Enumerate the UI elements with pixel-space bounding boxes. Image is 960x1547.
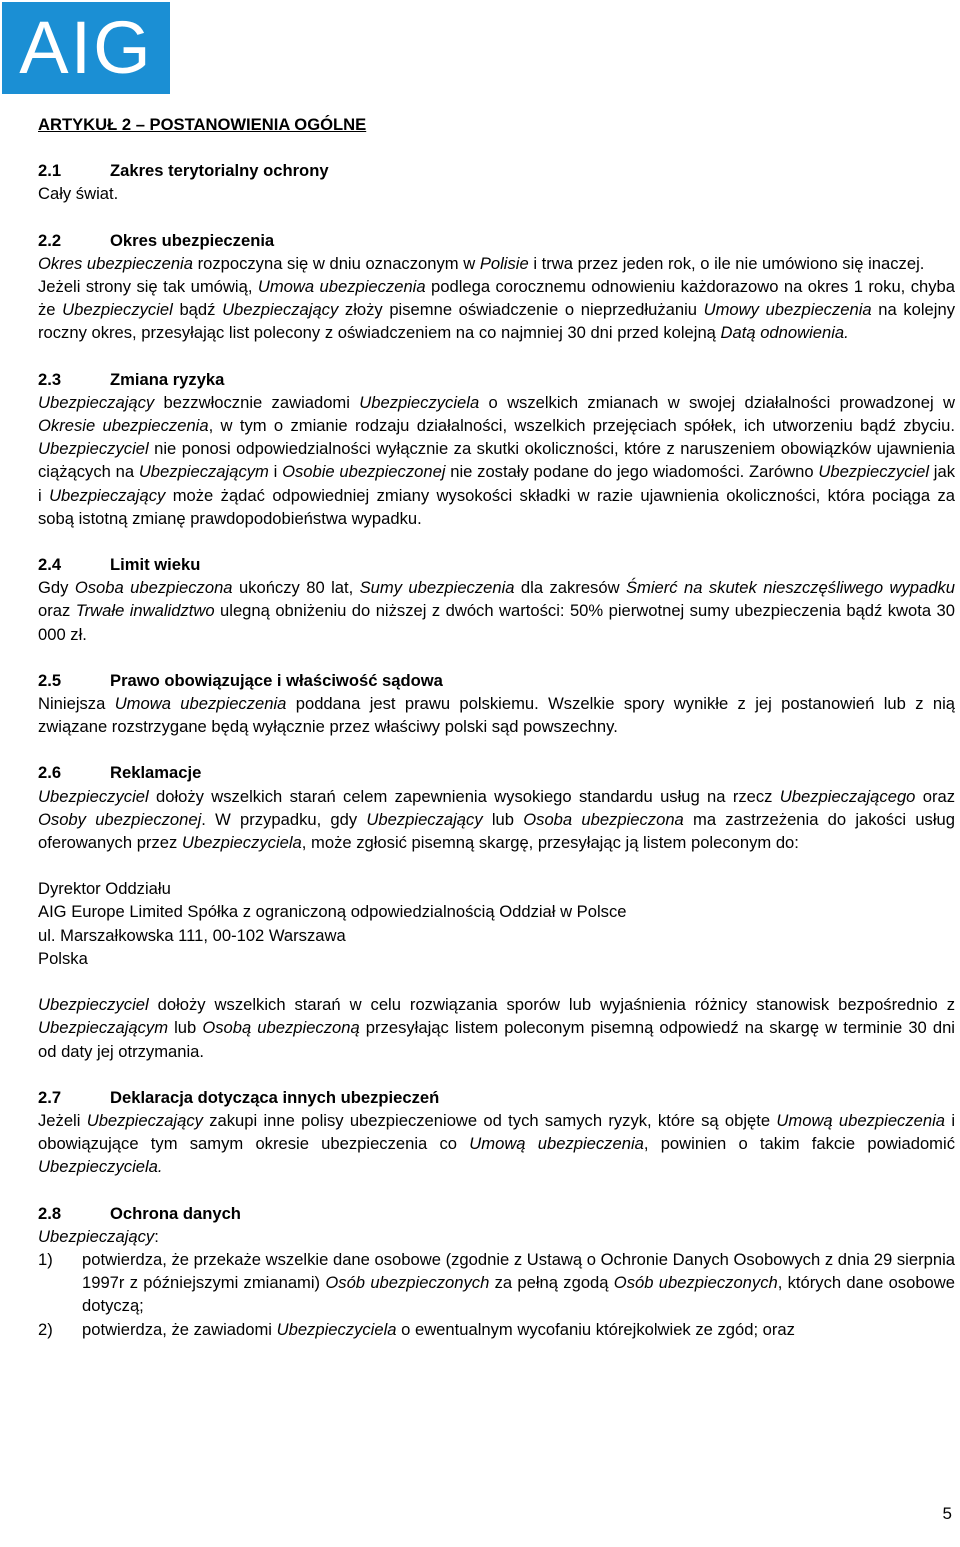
address-line: ul. Marszałkowska 111, 00-102 Warszawa: [38, 925, 346, 945]
text-run: Jeżeli: [38, 1110, 87, 1130]
paragraph: [38, 1109, 955, 1179]
defined-term: Umową ubezpieczenia: [776, 1110, 946, 1130]
defined-term: Osoba ubezpieczona: [523, 809, 684, 829]
section-heading: 2.6 Reklamacje: [38, 763, 202, 783]
section-heading: 2.1 Zakres terytorialny ochrony: [38, 161, 329, 181]
section-heading: 2.8 Ochrona danych: [38, 1203, 241, 1223]
text-run: ma zastrzeżenia do jakości usług oferowanych przez: [38, 809, 955, 853]
text-run: ulegną obniżeniu do niższej z dwóch wartości: 50% pierwotnej sumy ubezpieczenia bądź kwota 30 000 zł.: [38, 601, 955, 644]
defined-term: Osób ubezpieczonych: [613, 1273, 778, 1293]
text-run: jak i: [38, 462, 955, 505]
text-run: . W przypadku, gdy: [201, 809, 367, 829]
address-line: AIG Europe Limited Spółka z ograniczoną odpowiedzialnością Oddział w Polsce: [38, 902, 627, 922]
defined-term: Umowy ubezpieczenia: [703, 300, 872, 320]
defined-term: Ubezpieczyciela: [181, 833, 302, 853]
text-run: potwierdza, że przekaże wszelkie dane osobowe (zgodnie z Ustawą o Ochronie Danych Osobowych z dnia 29 sierpnia 1997r z późniejszymi zmianami): [82, 1249, 955, 1293]
defined-term: Ubezpieczyciel: [38, 995, 149, 1015]
defined-term: Ubezpieczyciela: [276, 1319, 397, 1339]
text-run: poddana jest prawu polskiemu. Wszelkie spory wynikłe z jej postanowień lub z nią związane rozstrzygane będą wyłącznie przez właściwy polski sąd powszechny.: [38, 694, 955, 737]
text-run: oraz: [38, 601, 76, 621]
defined-term: Sumy ubezpieczenia: [359, 578, 515, 598]
address-line: Polska: [38, 948, 88, 968]
defined-term: Ubezpieczyciela.: [38, 1157, 163, 1177]
text-run: za pełną zgodą: [489, 1273, 614, 1293]
section-2-6: [38, 761, 955, 1062]
text-run: może żądać odpowiedniej zmiany wysokości składki w razie ujawnienia okoliczności, która pociąga za sobą istotną zmianę prawdopodobieństwa wypadku.: [38, 485, 955, 528]
text-run: i: [268, 462, 283, 482]
text-run: Jeżeli strony się tak umówią,: [38, 277, 258, 297]
defined-term: Ubezpieczający: [366, 809, 483, 829]
defined-term: Ubezpieczającego: [779, 786, 916, 806]
text-run: , powinien o takim fakcie powiadomić: [643, 1134, 955, 1154]
paragraph: [38, 1225, 955, 1248]
text-run: dołoży wszelkich starań celem zapewnienia wysokiego standardu usług na rzecz: [148, 786, 780, 806]
paragraph: [38, 576, 955, 646]
text-run: zakupi inne polisy ubezpieczeniowe od tych samych ryzyk, które są objęte: [202, 1110, 777, 1130]
aig-logo: AIG: [2, 2, 170, 94]
section-2-2: [38, 229, 955, 345]
text-run: Niniejsza: [38, 694, 115, 714]
defined-term: Ubezpieczający: [38, 1226, 155, 1246]
defined-term: Umowa ubezpieczenia: [257, 277, 426, 297]
text-run: i obowiązujące tym samym okresie ubezpieczenia co: [38, 1110, 955, 1154]
numbered-list: [38, 1248, 955, 1341]
address-line: Dyrektor Oddziału: [38, 879, 171, 899]
page-number: 5: [942, 1503, 952, 1523]
text-run: nie ponosi odpowiedzialności wyłącznie za skutki okoliczności, które z naruszeniem obowiązków ujawnienia ciążących na: [38, 439, 955, 482]
defined-term: Osobą ubezpieczoną: [202, 1018, 360, 1038]
section-2-1: [38, 159, 955, 205]
text-run: bądź: [172, 300, 223, 320]
section-2-5: [38, 669, 955, 739]
defined-term: Osoba ubezpieczona: [74, 578, 233, 598]
text-run: podlega corocznemu odnowieniu każdorazowo na okres 1 roku, chyba że: [38, 277, 955, 320]
text-run: lub: [168, 1018, 203, 1038]
defined-term: Osobie ubezpieczonej: [282, 462, 446, 482]
section-2-7: [38, 1086, 955, 1179]
defined-term: Ubezpieczyciela: [359, 392, 480, 412]
text-run: rozpoczyna się w dniu oznaczonym w: [192, 253, 480, 273]
defined-term: Trwałe inwalidztwo: [75, 601, 215, 621]
section-text: Cały świat.: [38, 184, 119, 204]
complaint-address: [38, 877, 955, 970]
document-body: [38, 113, 955, 1364]
section-heading: 2.7 Deklaracja dotycząca innych ubezpieczeń: [38, 1087, 440, 1107]
defined-term: Ubezpieczający: [222, 300, 339, 320]
section-heading: 2.2 Okres ubezpieczenia: [38, 230, 275, 250]
defined-term: Umowa ubezpieczenia: [114, 694, 287, 714]
defined-term: Okresie ubezpieczenia: [38, 416, 209, 436]
text-run: lub: [482, 809, 524, 829]
text-run: i trwa przez jeden rok, o ile nie umówiono się inaczej.: [528, 253, 925, 273]
defined-term: Osoby ubezpieczonej: [38, 809, 202, 829]
defined-term: Umową ubezpieczenia: [469, 1134, 644, 1154]
defined-term: Ubezpieczającym: [138, 462, 269, 482]
defined-term: Osób ubezpieczonych: [325, 1273, 490, 1293]
section-2-8: [38, 1202, 955, 1341]
paragraph: [38, 391, 955, 530]
text-run: na kolejny roczny okres, przesyłając list polecony z oświadczeniem na co najmniej 30 dni przed kolejną: [38, 300, 955, 343]
text-run: złoży pisemne oświadczenie o nieprzedłużaniu: [338, 300, 704, 320]
section-2-3: [38, 368, 955, 530]
paragraph: [38, 252, 955, 275]
text-run: :: [154, 1226, 159, 1246]
text-run: o wszelkich zmianach w swojej działalności prowadzonej w: [479, 392, 955, 412]
list-item: 2) potwierdza, że zawiadomi Ubezpieczyciela o ewentualnym wycofaniu którejkolwiek ze zgód; oraz: [38, 1319, 795, 1339]
text-run: ukończy 80 lat,: [232, 578, 360, 598]
text-run: Gdy: [38, 578, 75, 598]
defined-term: Ubezpieczyciel: [62, 300, 173, 320]
defined-term: Ubezpieczyciel: [38, 786, 149, 806]
paragraph: [38, 275, 955, 345]
list-item: 1) potwierdza, że przekaże wszelkie dane osobowe (zgodnie z Ustawą o Ochronie Danych Osobowych z dnia 29 sierpnia 1997r z późniejszymi zmianami) Osób ubezpieczonych za pełną zgodą Osób ubezpieczonych, których dane osobowe dotyczą;: [38, 1249, 956, 1316]
defined-term: Datą odnowienia.: [720, 323, 849, 343]
defined-term: Okres ubezpieczenia: [38, 253, 193, 273]
section-heading: 2.3 Zmiana ryzyka: [38, 369, 225, 389]
section-2-4: [38, 553, 955, 646]
text-run: przesyłając listem poleconym pisemną odpowiedź na skargę w terminie 30 dni od daty jej otrzymania.: [38, 1018, 955, 1061]
text-run: dołoży wszelkich starań w celu rozwiązania sporów lub wyjaśnienia różnicy stanowisk bezpośrednio z: [148, 995, 955, 1015]
article-title: ARTYKUŁ 2 – POSTANOWIENIA OGÓLNE: [38, 115, 367, 134]
text-run: o ewentualnym wycofaniu którejkolwiek ze zgód; oraz: [396, 1319, 795, 1339]
defined-term: Ubezpieczyciel: [818, 462, 930, 482]
text-run: , których dane osobowe dotyczą;: [82, 1273, 956, 1316]
text-run: nie zostały podane do jego wiadomości. Zarówno: [445, 462, 819, 482]
text-run: bezzwłocznie zawiadomi: [154, 392, 360, 412]
text-run: , może zgłosić pisemną skargę, przesyłając ją listem poleconym do:: [301, 833, 799, 853]
paragraph: [38, 993, 955, 1063]
text-run: , w tym o zmianie rodzaju działalności, wszelkich przejęciach spółek, ich utworzeniu bądź zbyciu.: [208, 416, 955, 436]
defined-term: Polisie: [479, 253, 529, 273]
paragraph: [38, 692, 955, 738]
paragraph: [38, 785, 955, 855]
section-heading: 2.5 Prawo obowiązujące i właściwość sądowa: [38, 670, 443, 690]
defined-term: Ubezpieczający: [86, 1110, 203, 1130]
defined-term: Ubezpieczającym: [38, 1018, 169, 1038]
defined-term: Ubezpieczający: [38, 392, 155, 412]
defined-term: Ubezpieczyciel: [38, 439, 149, 459]
defined-term: Ubezpieczający: [49, 485, 166, 505]
text-run: oraz: [915, 786, 956, 806]
text-run: potwierdza, że zawiadomi: [82, 1319, 277, 1339]
text-run: dla zakresów: [514, 578, 626, 598]
defined-term: Śmierć na skutek nieszczęśliwego wypadku: [625, 578, 955, 598]
section-heading: 2.4 Limit wieku: [38, 555, 201, 575]
